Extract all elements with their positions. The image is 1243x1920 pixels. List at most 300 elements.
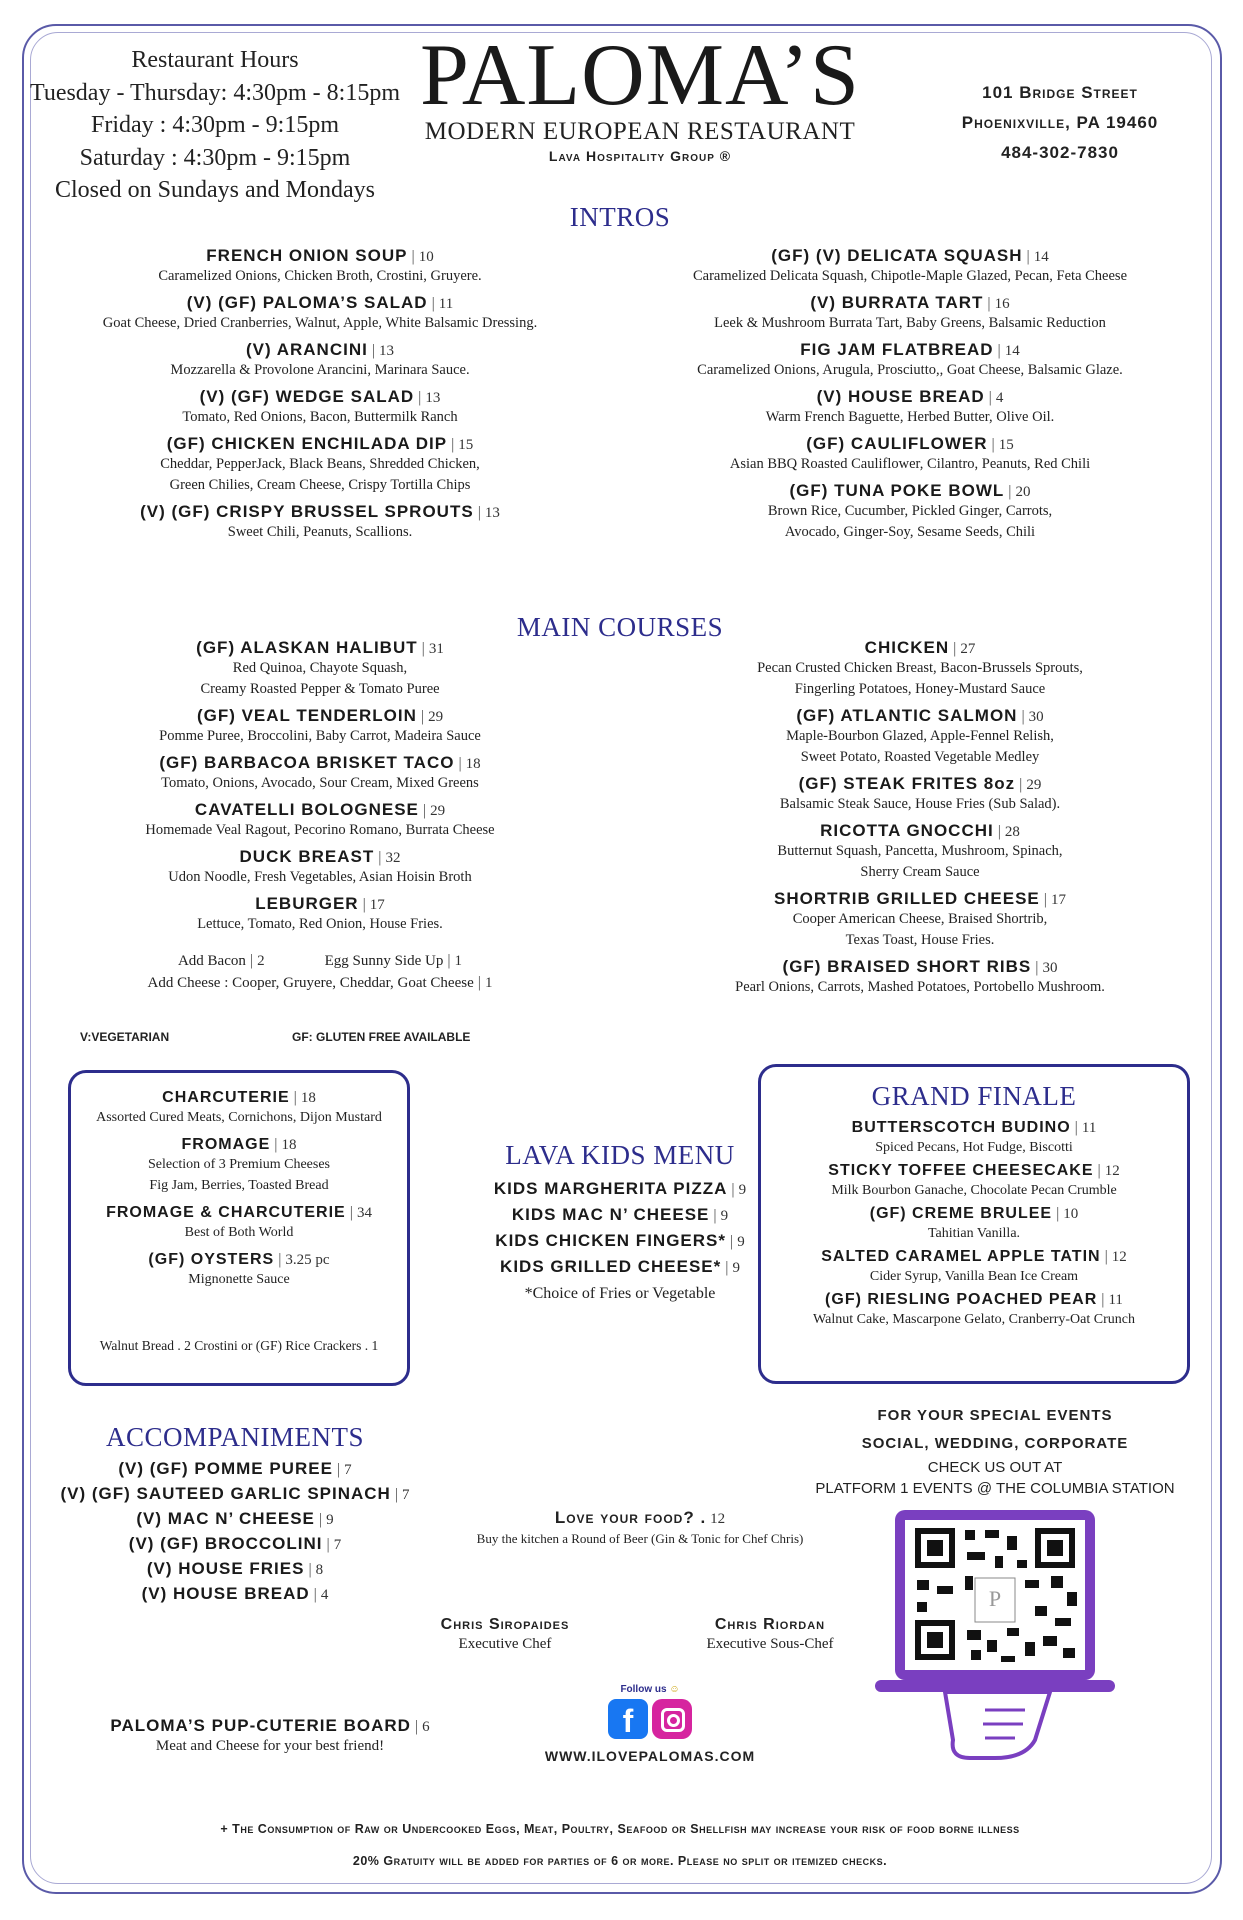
menu-item-description: Fingerling Potatoes, Honey-Mustard Sauce — [794, 681, 1046, 697]
menu-item-description: Butternut Squash, Pancetta, Mushroom, Spinach, — [777, 843, 1063, 859]
menu-item-name: (V) HOUSE BREAD — [816, 387, 985, 406]
addon-egg-price: 1 — [454, 953, 463, 969]
separator: | — [336, 1461, 341, 1478]
menu-item-price: 34 — [356, 1205, 372, 1221]
menu-item-header — [71, 1204, 407, 1222]
menu-item-name: (V) ARANCINI — [245, 340, 368, 359]
pup-cuterie: PALOMA’S PUP-CUTERIE BOARD | 6 Meat and Cheese for your best friend! — [80, 1716, 460, 1757]
restaurant-hours — [30, 44, 400, 207]
chef-sous — [670, 1616, 870, 1655]
menu-item-header — [620, 340, 1200, 360]
menu-item-price: 14 — [1033, 249, 1049, 265]
menu-item-price: 9 — [738, 1182, 747, 1198]
svg-text:P: P — [988, 1586, 1002, 1611]
menu-item-price: 13 — [484, 505, 500, 521]
menu-item-price: 16 — [994, 296, 1010, 312]
menu-item-price: 29 — [428, 709, 444, 725]
menu-item-header — [660, 774, 1180, 794]
menu-item — [40, 1509, 430, 1529]
menu-item-price: 12 — [1104, 1163, 1120, 1179]
menu-item-description: Goat Cheese, Dried Cranberries, Walnut, Apple, White Balsamic Dressing. — [102, 315, 538, 331]
menu-item-description: Texas Toast, House Fries. — [845, 932, 995, 948]
menu-item — [40, 753, 600, 794]
menu-item — [450, 1257, 790, 1277]
menu-item-description: Asian BBQ Roasted Cauliflower, Cilantro, Peanuts, Red Chili — [729, 456, 1091, 472]
special-events — [790, 1402, 1200, 1500]
menu-item-description: Tomato, Onions, Avocado, Sour Cream, Mixed Greens — [161, 775, 479, 791]
addon-cheese-price: 1 — [484, 975, 493, 991]
menu-item — [620, 340, 1200, 381]
menu-item-price: 10 — [418, 249, 434, 265]
separator: | — [1026, 248, 1030, 265]
pup-desc: Meat and Cheese for your best friend! — [155, 1738, 385, 1754]
menu-item-name: KIDS CHICKEN FINGERS* — [495, 1231, 726, 1250]
hours-line: Closed on Sundays and Mondays — [55, 177, 375, 203]
menu-item — [40, 340, 600, 381]
menu-item-price: 11 — [438, 296, 454, 312]
desserts-title: GRAND FINALE — [871, 1081, 1077, 1111]
menu-item — [660, 706, 1180, 768]
menu-item-description: Milk Bourbon Ganache, Chocolate Pecan Crumble — [831, 1183, 1117, 1198]
dessert-items — [761, 1119, 1187, 1334]
accompaniments-items — [40, 1459, 430, 1604]
separator: | — [991, 436, 995, 453]
menu-item-header — [761, 1248, 1187, 1266]
address-city: Phoenixville, PA 19460 — [961, 113, 1159, 132]
menu-item — [450, 1231, 790, 1251]
menu-item-name: FROMAGE & CHARCUTERIE — [106, 1204, 346, 1221]
menu-item-description: Walnut Cake, Mascarpone Gelato, Cranberry-Oat Crunch — [813, 1312, 1135, 1327]
separator: | — [713, 1207, 717, 1224]
menu-item-price: 30 — [1028, 709, 1044, 725]
menu-item-header — [761, 1162, 1187, 1180]
chef-role: Executive Chef — [458, 1636, 552, 1652]
love-desc: Buy the kitchen a Round of Beer (Gin & Tonic for Chef Chris) — [476, 1531, 804, 1546]
hours-line: Saturday : 4:30pm - 9:15pm — [79, 144, 351, 171]
menu-item — [40, 1484, 430, 1504]
separator: | — [451, 436, 455, 453]
menu-item-price: 32 — [385, 850, 401, 866]
menu-item-header — [40, 1509, 430, 1529]
menu-item-price: 9 — [720, 1208, 729, 1224]
social-follow — [590, 1684, 710, 1739]
addon-bacon: Add Bacon — [177, 953, 246, 969]
address-street: 101 Bridge Street — [982, 83, 1138, 102]
separator: | — [420, 708, 425, 725]
intros-right-column — [620, 246, 1200, 549]
separator: | — [418, 389, 422, 406]
menu-item-price: 3.25 pc — [285, 1252, 330, 1268]
menu-item-header — [40, 1559, 430, 1579]
menu-item-description: Best of Both World — [184, 1225, 294, 1240]
menu-item-name: (GF) OYSTERS — [148, 1251, 275, 1268]
address-phone: 484-302-7830 — [1001, 143, 1119, 162]
events-line: FOR YOUR SPECIAL EVENTS — [877, 1407, 1113, 1424]
menu-item-header — [620, 387, 1200, 407]
menu-item-name: (GF) ALASKAN HALIBUT — [196, 638, 418, 657]
separator: | — [378, 849, 382, 866]
menu-item-name: SALTED CARAMEL APPLE TATIN — [821, 1248, 1101, 1265]
menu-item-price: 20 — [1015, 484, 1031, 500]
separator: | — [411, 248, 415, 265]
menu-item-header — [660, 957, 1180, 977]
menu-item-header — [40, 387, 600, 407]
separator: | — [1097, 1162, 1101, 1179]
menu-item-name: RICOTTA GNOCCHI — [820, 821, 994, 840]
menu-item-header — [40, 894, 600, 914]
menu-item-description: Brown Rice, Cucumber, Pickled Ginger, Carrots, — [767, 503, 1053, 519]
menu-item-price: 11 — [1081, 1120, 1097, 1136]
menu-item-description: Homemade Veal Ragout, Pecorino Romano, Burrata Cheese — [145, 822, 495, 838]
menu-item-header — [450, 1231, 790, 1251]
menu-item-name: FRENCH ONION SOUP — [206, 246, 408, 265]
menu-item — [40, 434, 600, 496]
instagram-icon[interactable] — [652, 1699, 692, 1739]
menu-item-price: 7 — [402, 1487, 410, 1503]
separator: | — [725, 1259, 729, 1276]
menu-item — [761, 1291, 1187, 1330]
separator: | — [1104, 1248, 1108, 1265]
menu-item-description: Red Quinoa, Chayote Squash, — [232, 660, 408, 676]
menu-item-name: (GF) CHICKEN ENCHILADA DIP — [166, 434, 448, 453]
separator: | — [997, 823, 1001, 840]
intros-left-column — [40, 246, 600, 549]
menu-item-description: Maple-Bourbon Glazed, Apple-Fennel Relish, — [786, 728, 1054, 744]
menu-item-description: Warm French Baguette, Herbed Butter, Olive Oil. — [765, 409, 1055, 425]
menu-item-header — [40, 1584, 430, 1604]
menu-item-price: 9 — [732, 1260, 740, 1276]
kids-note: *Choice of Fries or Vegetable — [524, 1285, 716, 1302]
menu-item-header — [40, 638, 600, 658]
separator: | — [293, 1089, 297, 1106]
menu-item-price: 29 — [430, 803, 446, 819]
hours-line: Friday : 4:30pm - 9:15pm — [91, 112, 339, 138]
menu-item-name: (V) (GF) POMME PUREE — [118, 1459, 333, 1478]
menu-item-description: Assorted Cured Meats, Cornichons, Dijon Mustard — [96, 1110, 382, 1125]
menu-item-description: Udon Noodle, Fresh Vegetables, Asian Hoisin Broth — [168, 869, 472, 885]
hours-title: Restaurant Hours — [131, 47, 299, 73]
separator: | — [318, 1511, 323, 1528]
menu-item-price: 17 — [1050, 892, 1066, 908]
addon-egg: Egg Sunny Side Up — [324, 953, 444, 969]
menu-item-description: Tomato, Red Onions, Bacon, Buttermilk Ranch — [182, 409, 458, 425]
menu-item-description: Leek & Mushroom Burrata Tart, Baby Greens, Balsamic Reduction — [714, 315, 1106, 331]
menu-item-price: 13 — [379, 343, 395, 359]
menu-item-header — [620, 434, 1200, 454]
menu-item-name: (GF) (V) DELICATA SQUASH — [771, 246, 1023, 265]
accompaniments-title: ACCOMPANIMENTS — [105, 1422, 365, 1452]
menu-item — [71, 1089, 407, 1128]
separator: | — [477, 504, 481, 521]
menu-item-header — [40, 1484, 430, 1504]
legend-vegetarian: V:VEGETARIAN — [80, 1030, 170, 1044]
love-your-food — [460, 1508, 820, 1549]
menu-item-name: (GF) STEAK FRITES 8oz — [798, 774, 1016, 793]
leburger-addons: Add Bacon | 2 Egg Sunny Side Up | 1 Add Cheese : Cooper, Gruyere, Cheddar, Goat Cheese | 1 — [147, 952, 493, 991]
kids-title: LAVA KIDS MENU — [505, 1140, 735, 1170]
menu-item-description: Caramelized Onions, Arugula, Prosciutto,, Goat Cheese, Balsamic Glaze. — [697, 362, 1123, 378]
menu-item-header — [660, 706, 1180, 726]
menu-item-name: LEBURGER — [255, 894, 359, 913]
separator: | — [349, 1204, 353, 1221]
menu-item-name: (V) HOUSE FRIES — [146, 1559, 305, 1578]
menu-item — [761, 1248, 1187, 1287]
menu-item-name: DUCK BREAST — [239, 847, 375, 866]
menu-item — [660, 638, 1180, 700]
menu-item-price: 17 — [369, 897, 385, 913]
kids-menu — [450, 1140, 790, 1304]
menu-item-name: CHICKEN — [864, 638, 950, 657]
menu-item-price: 10 — [1063, 1206, 1079, 1222]
separator: | — [1074, 1119, 1078, 1136]
menu-item-description: Caramelized Delicata Squash, Chipotle-Maple Glazed, Pecan, Feta Cheese — [692, 268, 1128, 284]
menu-item-header — [40, 800, 600, 820]
legend-gluten-free: GF: GLUTEN FREE AVAILABLE — [292, 1030, 471, 1044]
menu-item-name: FIG JAM FLATBREAD — [800, 340, 994, 359]
separator: | — [731, 1181, 735, 1198]
charcuterie-extras: Walnut Bread . 2 Crostini or (GF) Rice Crackers . 1 — [99, 1338, 379, 1353]
facebook-icon[interactable]: f — [608, 1699, 648, 1739]
separator: | — [313, 1586, 317, 1603]
menu-item-name: STICKY TOFFEE CHEESECAKE — [828, 1162, 1094, 1179]
menu-item-price: 13 — [425, 390, 441, 406]
menu-item-header — [40, 246, 600, 266]
menu-item-header — [40, 340, 600, 360]
menu-item — [620, 434, 1200, 475]
menu-item-header — [40, 706, 600, 726]
menu-item-name: (GF) ATLANTIC SALMON — [796, 706, 1018, 725]
separator: | — [987, 295, 991, 312]
separator: | — [274, 1136, 278, 1153]
menu-item-name: (V) (GF) WEDGE SALAD — [199, 387, 415, 406]
footer-warning: + The Consumption of Raw or Undercooked Eggs, Meat, Poultry, Seafood or Shellfish may increase your risk of food borne illness — [220, 1822, 1020, 1836]
menu-item-header — [40, 293, 600, 313]
restaurant-group: Lava Hospitality Group ® — [548, 148, 732, 164]
menu-item-description: Sweet Potato, Roasted Vegetable Medley — [800, 749, 1040, 765]
love-title: Love your food? . — [554, 1508, 707, 1527]
menu-item-price: 30 — [1042, 960, 1058, 976]
menu-item-name: CHARCUTERIE — [162, 1089, 290, 1106]
events-line: CHECK US OUT AT — [927, 1459, 1063, 1476]
menu-item-description: Green Chilies, Cream Cheese, Crispy Tortilla Chips — [169, 477, 471, 493]
menu-item — [40, 800, 600, 841]
separator: | — [1043, 891, 1047, 908]
chef-name: Chris Riordan — [714, 1616, 826, 1633]
menu-item-name: (GF) TUNA POKE BOWL — [789, 481, 1005, 500]
menu-item-header — [761, 1205, 1187, 1223]
menu-item — [620, 387, 1200, 428]
menu-item-name: SHORTRIB GRILLED CHEESE — [774, 889, 1040, 908]
menu-item-name: (GF) RIESLING POACHED PEAR — [825, 1291, 1098, 1308]
separator: | — [1101, 1291, 1105, 1308]
menu-item-name: KIDS MARGHERITA PIZZA — [493, 1179, 728, 1198]
menu-item — [40, 502, 600, 543]
menu-item-price: 14 — [1004, 343, 1020, 359]
website-link[interactable]: WWW.ILOVEPALOMAS.COM — [544, 1748, 756, 1764]
menu-item — [660, 774, 1180, 815]
menu-item — [40, 246, 600, 287]
menu-item-name: KIDS GRILLED CHEESE* — [500, 1257, 722, 1276]
separator: | — [421, 640, 425, 657]
menu-item-header — [761, 1119, 1187, 1137]
menu-item-description: Balsamic Steak Sauce, House Fries (Sub Salad). — [779, 796, 1061, 812]
charcuterie-box — [68, 1070, 410, 1386]
menu-item — [40, 1559, 430, 1579]
restaurant-logo — [400, 27, 880, 164]
menu-item — [761, 1205, 1187, 1244]
menu-item-description: Selection of 3 Premium Cheeses — [148, 1157, 330, 1172]
menu-item-name: (V) BURRATA TART — [810, 293, 984, 312]
menu-item-description: Cheddar, PepperJack, Black Beans, Shredded Chicken, — [160, 456, 480, 472]
menu-item — [40, 1584, 430, 1604]
separator: | — [458, 755, 462, 772]
menu-item — [40, 638, 600, 700]
menu-item-price: 4 — [320, 1587, 329, 1603]
pup-price: 6 — [422, 1719, 430, 1735]
menu-item — [620, 246, 1200, 287]
menu-item-price: 9 — [737, 1234, 745, 1250]
menu-item-header — [450, 1179, 790, 1199]
menu-item-header — [40, 434, 600, 454]
menu-item-price: 27 — [960, 641, 976, 657]
menu-item-price: 4 — [995, 390, 1004, 406]
smiley-icon: ☺ — [669, 1684, 680, 1695]
menu-item-description: Mozzarella & Provolone Arancini, Marinara Sauce. — [170, 362, 470, 378]
menu-item — [761, 1119, 1187, 1158]
menu-item-header — [40, 1534, 430, 1554]
separator: | — [1056, 1205, 1060, 1222]
separator: | — [988, 389, 992, 406]
menu-item-name: (GF) BRAISED SHORT RIBS — [782, 957, 1032, 976]
menu-item — [40, 1459, 430, 1479]
hours-line: Tuesday - Thursday: 4:30pm - 8:15pm — [30, 79, 400, 106]
menu-item-name: (V) (GF) CRISPY BRUSSEL SPROUTS — [140, 502, 474, 521]
menu-item-price: 28 — [1004, 824, 1020, 840]
separator: | — [278, 1251, 282, 1268]
menu-item-price: 18 — [300, 1090, 316, 1106]
menu-item — [660, 821, 1180, 883]
menu-item-header — [620, 293, 1200, 313]
menu-item-header — [450, 1257, 790, 1277]
menu-item-description: Spiced Pecans, Hot Fudge, Biscotti — [875, 1140, 1073, 1155]
menu-item-price: 29 — [1026, 777, 1042, 793]
separator: | — [1035, 959, 1039, 976]
separator: | — [371, 342, 376, 359]
separator: | — [431, 295, 435, 312]
mains-right-column — [660, 638, 1180, 1004]
menu-item-header — [660, 821, 1180, 841]
menu-item — [71, 1251, 407, 1290]
menu-item — [450, 1179, 790, 1199]
separator: | — [326, 1536, 330, 1553]
menu-item-name: KIDS MAC N’ CHEESE — [511, 1205, 710, 1224]
menu-item-name: (GF) CREME BRULEE — [869, 1205, 1053, 1222]
menu-item-price: 31 — [428, 641, 444, 657]
menu-item-description: Pearl Onions, Carrots, Mashed Potatoes, Portobello Mushroom. — [735, 979, 1105, 995]
mains-title: MAIN COURSES — [516, 612, 724, 642]
separator: | — [362, 896, 366, 913]
intros-title: INTROS — [569, 202, 671, 232]
menu-item-price: 7 — [344, 1462, 352, 1478]
menu-item — [40, 847, 600, 888]
menu-item-description: Sherry Cream Sauce — [860, 864, 980, 880]
menu-item-price: 11 — [1108, 1292, 1123, 1308]
separator: | — [729, 1233, 734, 1250]
menu-item — [660, 957, 1180, 998]
chef-name: Chris Siropaides — [440, 1616, 570, 1633]
menu-item-description: Mignonette Sauce — [188, 1272, 290, 1287]
menu-item-header — [620, 246, 1200, 266]
menu-item-header — [450, 1205, 790, 1225]
dessert-box — [758, 1064, 1190, 1384]
menu-item-header — [40, 753, 600, 773]
menu-item-price: 8 — [315, 1562, 324, 1578]
menu-item-name: (V) HOUSE BREAD — [141, 1584, 310, 1603]
menu-item-price: 15 — [458, 437, 474, 453]
menu-item-price: 15 — [998, 437, 1014, 453]
menu-item-header — [71, 1136, 407, 1154]
qr-code-platter[interactable] — [875, 1510, 1115, 1760]
kids-items — [450, 1179, 790, 1277]
menu-item-description: Avocado, Ginger-Soy, Sesame Seeds, Chili — [784, 524, 1036, 540]
menu-item-name: (GF) CAULIFLOWER — [806, 434, 988, 453]
menu-item-price: 12 — [1111, 1249, 1127, 1265]
separator: | — [308, 1561, 312, 1578]
menu-item — [761, 1162, 1187, 1201]
mains-left-column — [40, 638, 600, 941]
menu-item — [40, 293, 600, 334]
menu-item — [40, 387, 600, 428]
menu-item-header — [71, 1089, 407, 1107]
separator: | — [1019, 776, 1023, 793]
menu-item — [40, 894, 600, 935]
menu-item-name: (V) MAC N’ CHEESE — [136, 1509, 315, 1528]
separator: | — [1021, 708, 1025, 725]
menu-item-description: Sweet Chili, Peanuts, Scallions. — [227, 524, 413, 540]
menu-item-header — [40, 1459, 430, 1479]
menu-item-header — [71, 1251, 407, 1269]
menu-item — [71, 1204, 407, 1243]
menu-item-name: BUTTERSCOTCH BUDINO — [851, 1119, 1071, 1136]
chef-executive — [415, 1616, 595, 1655]
menu-item — [40, 706, 600, 747]
menu-item-price: 18 — [465, 756, 481, 772]
menu-item-header — [761, 1291, 1187, 1309]
menu-item-name: (V) (GF) PALOMA’S SALAD — [186, 293, 428, 312]
separator: | — [953, 640, 957, 657]
pup-name: PALOMA’S PUP-CUTERIE BOARD — [110, 1716, 411, 1735]
menu-item-header — [40, 502, 600, 522]
menu-item — [620, 481, 1200, 543]
menu-item-description: Cooper American Cheese, Braised Shortrib, — [792, 911, 1048, 927]
menu-item-name: FROMAGE — [181, 1136, 271, 1153]
menu-item-description: Caramelized Onions, Chicken Broth, Crostini, Gruyere. — [158, 268, 482, 284]
menu-item-description: Pomme Puree, Broccolini, Baby Carrot, Madeira Sauce — [159, 728, 481, 744]
chef-role: Executive Sous-Chef — [706, 1636, 834, 1652]
menu-item-price: 18 — [281, 1137, 297, 1153]
menu-item-header — [660, 638, 1180, 658]
menu-item-description: Tahitian Vanilla. — [927, 1226, 1021, 1241]
restaurant-subtitle: MODERN EUROPEAN RESTAURANT — [424, 118, 856, 145]
separator: | — [997, 342, 1001, 359]
menu-item-header — [660, 889, 1180, 909]
menu-item-header — [40, 847, 600, 867]
menu-item-description: Fig Jam, Berries, Toasted Bread — [149, 1178, 329, 1193]
events-line: PLATFORM 1 EVENTS @ THE COLUMBIA STATION — [815, 1480, 1175, 1497]
follow-us-label: Follow us — [620, 1684, 667, 1695]
restaurant-address — [930, 78, 1190, 168]
menu-item — [450, 1205, 790, 1225]
